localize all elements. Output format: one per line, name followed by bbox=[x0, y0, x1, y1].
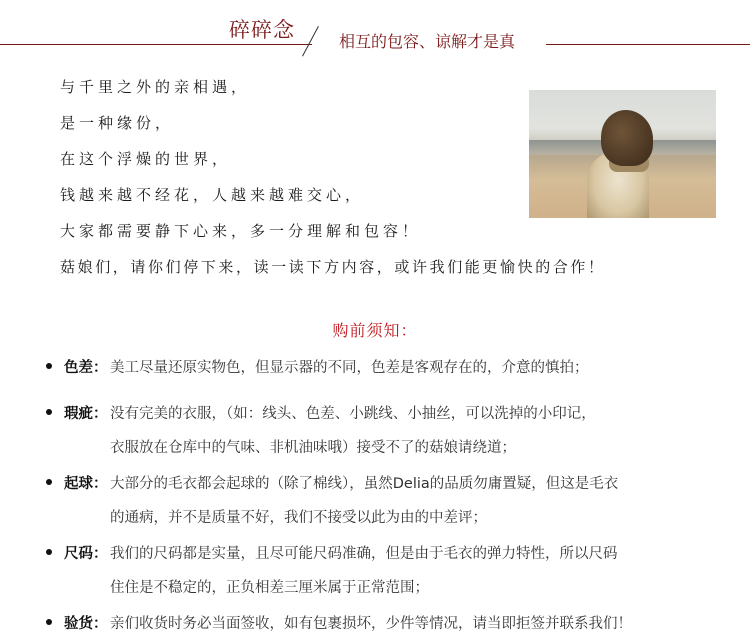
poem-line: 是一种缘份， bbox=[60, 114, 175, 132]
poem-line: 在这个浮燥的世界， bbox=[60, 150, 232, 168]
beach-photo bbox=[529, 90, 716, 218]
poem-line: 大家都需要静下心来，多一分理解和包容！ bbox=[60, 222, 422, 240]
item-text: 亲们收货时务必当面签收，如有包裹损坏，少件等情况，请当即拒签并联系我们！ bbox=[110, 616, 632, 632]
item-text: 美工尽量还原实物色，但显示器的不同，色差是客观存在的，介意的慎拍； bbox=[110, 360, 589, 376]
poem-line: 菇娘们，请你们停下来，读一读下方内容，或许我们能更愉快的合作！ bbox=[60, 258, 606, 276]
poem-line: 钱越来越不经花，人越来越难交心， bbox=[60, 186, 365, 204]
bullet-icon bbox=[46, 479, 52, 485]
item-text-continued: 衣服放在仓库中的气味、非机油味哦）接受不了的菇娘请绕道； bbox=[110, 440, 516, 456]
item-label: 验货 bbox=[64, 616, 93, 632]
item-separator: ： bbox=[93, 406, 108, 422]
section-subtitle: 相互的包容、谅解才是真 bbox=[339, 32, 516, 51]
item-label: 瑕疵 bbox=[64, 406, 93, 422]
header-slash bbox=[302, 26, 319, 56]
item-text-continued: 住住是不稳定的，正负相差三厘米属于正常范围； bbox=[110, 580, 429, 596]
item-separator: ： bbox=[93, 360, 108, 376]
bullet-icon bbox=[46, 409, 52, 415]
section-title: 碎碎念 bbox=[229, 18, 295, 42]
item-text-continued: 的通病，并不是质量不好，我们不接受以此为由的中差评； bbox=[110, 510, 487, 526]
bullet-icon bbox=[46, 619, 52, 625]
item-label: 色差 bbox=[64, 360, 93, 376]
poem-line: 与千里之外的亲相遇， bbox=[60, 78, 251, 96]
photo-hair bbox=[601, 110, 653, 166]
item-text: 我们的尺码都是实量，且尽可能尺码准确，但是由于毛衣的弹力特性，所以尺码 bbox=[110, 546, 618, 562]
item-label: 尺码 bbox=[64, 546, 93, 562]
bullet-icon bbox=[46, 363, 52, 369]
bullet-icon bbox=[46, 549, 52, 555]
item-separator: ： bbox=[93, 616, 108, 632]
item-text: 没有完美的衣服，（如：线头、色差、小跳线、小抽丝，可以洗掉的小印记， bbox=[110, 406, 596, 422]
header-rule-left bbox=[0, 44, 312, 45]
poem-block bbox=[60, 76, 606, 292]
item-separator: ： bbox=[93, 546, 108, 562]
notice-title: 购前须知： bbox=[332, 321, 418, 340]
item-separator: ： bbox=[93, 476, 108, 492]
item-text: 大部分的毛衣都会起球的（除了棉线），虽然Delia的品质勿庸置疑，但这是毛衣 bbox=[110, 476, 619, 492]
header-rule-right bbox=[546, 44, 750, 45]
item-label: 起球 bbox=[64, 476, 93, 492]
